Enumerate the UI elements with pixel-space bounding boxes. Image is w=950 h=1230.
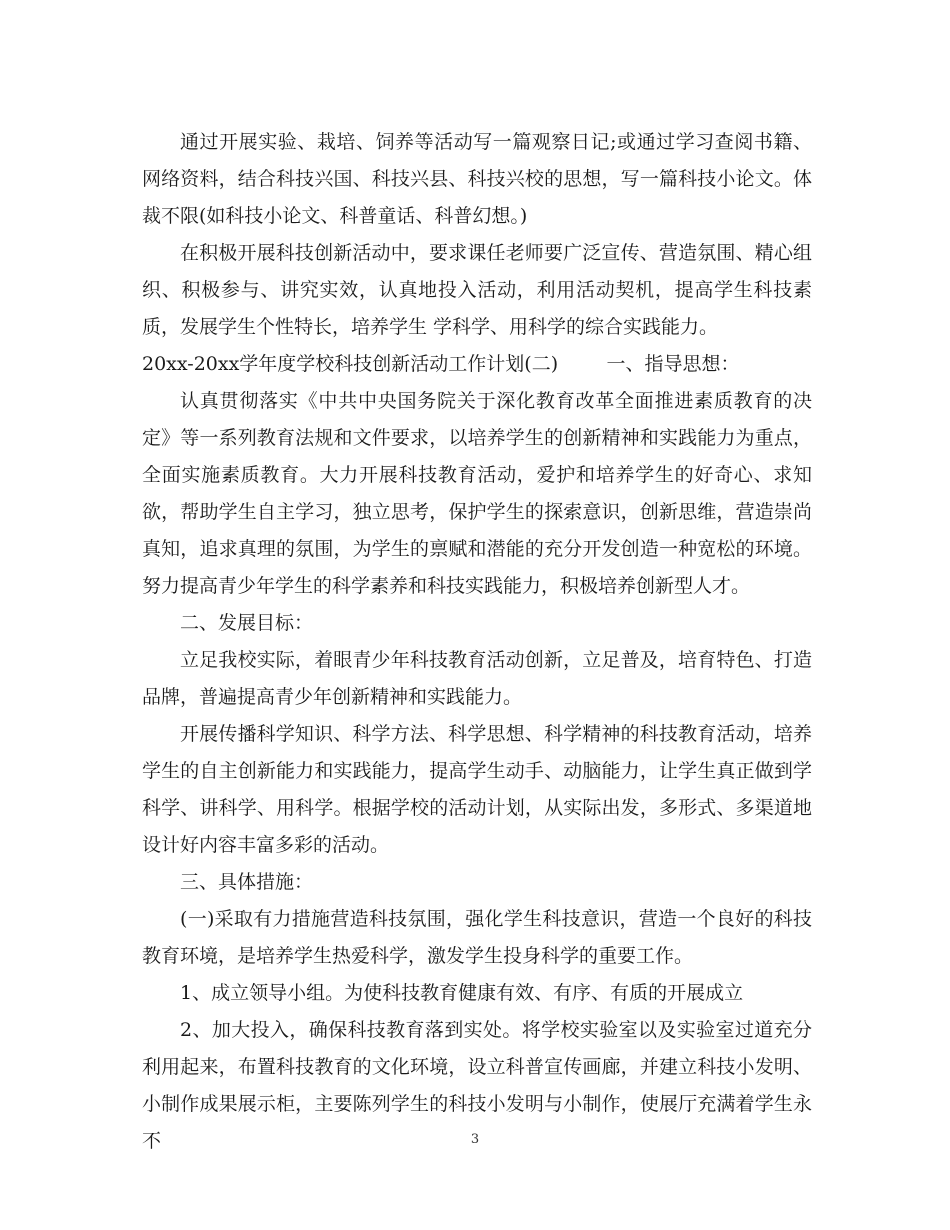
paragraph-observation-diary: 通过开展实验、栽培、饲养等活动写一篇观察日记;或通过学习查阅书籍、网络资料，结合科技兴国、科技兴县、科技兴校的思想，写一篇科技小论文。体裁不限(如科技小论文、科普童话、科普幻想。) — [142, 131, 812, 227]
heading-specific-measures: 三、具体措施： — [180, 871, 314, 893]
paragraph-measure-one: (一)采取有力措施营造科技氛围，强化学生科技意识，营造一个良好的科技教育环境，是培养学生热爱科学，激发学生投身科学的重要工作。 — [142, 908, 812, 967]
paragraph-leadership-group: 1、成立领导小组。为使科技教育健康有效、有序、有质的开展成立 — [180, 982, 744, 1004]
paragraph-innovation-activity: 在积极开展科技创新活动中，要求课任老师要广泛宣传、营造氛围、精心组织、积极参与、讲究实效，认真地投入活动，利用活动契机，提高学生科技素质，发展学生个性特长，培养学生 学科学、用科学的综合实践能力。 — [142, 242, 812, 338]
paragraph-increase-investment: 2、加大投入，确保科技教育落到实处。将学校实验室以及实验室过道充分利用起来，布置科技教育的文化环境，设立科普宣传画廊，并建立科技小发明、小制作成果展示柜，主要陈列学生的科技小发明与小制作，使展厅充满着学生永不 — [142, 1019, 812, 1152]
document-body — [142, 124, 812, 1160]
paragraph-guiding-ideology: 认真贯彻落实《中共中央国务院关于深化教育改革全面推进素质教育的决定》等一系列教育法规和文件要求，以培养学生的创新精神和实践能力为重点，全面实施素质教育。大力开展科技教育活动，爱护和培养学生的好奇心、求知欲，帮助学生自主学习，独立思考，保护学生的探索意识，创新思维，营造崇尚真知，追求真理的氛围，为学生的禀赋和潜能的充分开发创造一种宽松的环境。努力提高青少年学生的科学素养和科技实践能力，积极培养创新型人才。 — [142, 390, 812, 597]
page-number: 3 — [470, 1132, 480, 1147]
plan-title-line: 20xx-20xx学年度学校科技创新活动工作计划(二) 一、指导思想： — [142, 353, 740, 375]
paragraph-science-education: 开展传播科学知识、科学方法、科学思想、科学精神的科技教育活动，培养学生的自主创新能力和实践能力，提高学生动手、动脑能力，让学生真正做到学科学、讲科学、用科学。根据学校的活动计划，从实际出发，多形式、多渠道地设计好内容丰富多彩的活动。 — [142, 723, 812, 856]
heading-development-goals: 二、发展目标： — [180, 612, 314, 634]
paragraph-school-reality: 立足我校实际，着眼青少年科技教育活动创新，立足普及，培育特色、打造品牌，普遍提高青少年创新精神和实践能力。 — [142, 649, 812, 708]
